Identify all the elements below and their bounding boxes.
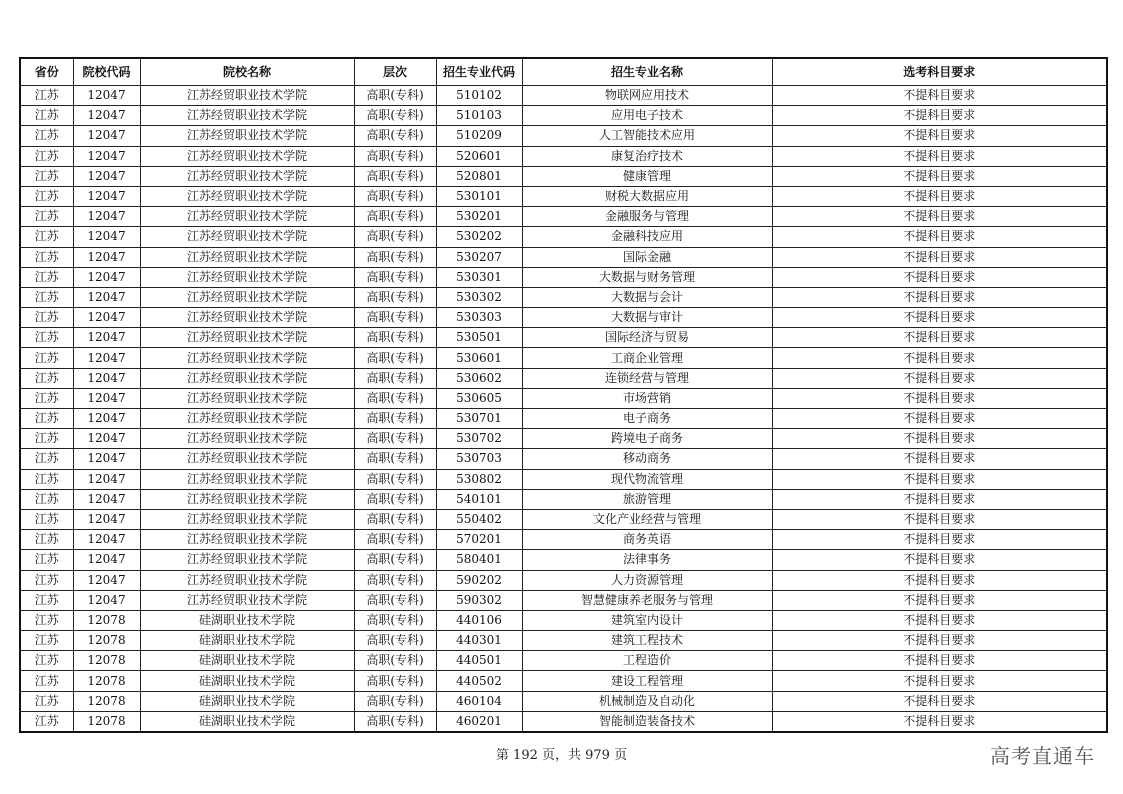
cell-subject-requirement: 不提科目要求	[772, 489, 1107, 509]
table-row	[20, 186, 1107, 206]
cell-major-name: 国际金融	[522, 247, 772, 267]
cell-school-name: 江苏经贸职业技术学院	[140, 570, 354, 590]
cell-major-name: 人力资源管理	[522, 570, 772, 590]
cell-level: 高职(专科)	[354, 509, 436, 529]
table-header-row	[20, 58, 1107, 86]
cell-school-name: 江苏经贸职业技术学院	[140, 267, 354, 287]
cell-level: 高职(专科)	[354, 207, 436, 227]
cell-major-name: 旅游管理	[522, 489, 772, 509]
cell-major-code: 510102	[436, 86, 522, 106]
cell-province: 江苏	[20, 166, 73, 186]
cell-major-code: 530605	[436, 388, 522, 408]
cell-school-name: 江苏经贸职业技术学院	[140, 449, 354, 469]
cell-major-name: 人工智能技术应用	[522, 126, 772, 146]
cell-major-code: 520801	[436, 166, 522, 186]
header-subject-requirement: 选考科目要求	[772, 58, 1107, 86]
cell-major-name: 国际经济与贸易	[522, 328, 772, 348]
cell-subject-requirement: 不提科目要求	[772, 449, 1107, 469]
cell-major-code: 440501	[436, 651, 522, 671]
cell-subject-requirement: 不提科目要求	[772, 166, 1107, 186]
cell-level: 高职(专科)	[354, 610, 436, 630]
cell-level: 高职(专科)	[354, 671, 436, 691]
table-row	[20, 388, 1107, 408]
table-row	[20, 469, 1107, 489]
cell-school-code: 12047	[73, 429, 140, 449]
cell-province: 江苏	[20, 409, 73, 429]
cell-major-code: 530302	[436, 287, 522, 307]
header-school-code: 院校代码	[73, 58, 140, 86]
cell-major-name: 法律事务	[522, 550, 772, 570]
cell-school-code: 12047	[73, 530, 140, 550]
cell-province: 江苏	[20, 671, 73, 691]
cell-province: 江苏	[20, 388, 73, 408]
cell-school-code: 12047	[73, 106, 140, 126]
table-row	[20, 287, 1107, 307]
cell-level: 高职(专科)	[354, 287, 436, 307]
table-row	[20, 671, 1107, 691]
cell-level: 高职(专科)	[354, 166, 436, 186]
cell-school-code: 12078	[73, 711, 140, 732]
cell-major-name: 文化产业经营与管理	[522, 509, 772, 529]
cell-province: 江苏	[20, 328, 73, 348]
cell-province: 江苏	[20, 651, 73, 671]
cell-level: 高职(专科)	[354, 550, 436, 570]
table-row	[20, 590, 1107, 610]
cell-major-name: 工程造价	[522, 651, 772, 671]
cell-subject-requirement: 不提科目要求	[772, 126, 1107, 146]
table-row	[20, 207, 1107, 227]
cell-school-code: 12047	[73, 207, 140, 227]
cell-school-name: 江苏经贸职业技术学院	[140, 106, 354, 126]
cell-school-name: 硅湖职业技术学院	[140, 711, 354, 732]
cell-school-name: 江苏经贸职业技术学院	[140, 287, 354, 307]
cell-province: 江苏	[20, 590, 73, 610]
cell-school-code: 12078	[73, 610, 140, 630]
cell-major-code: 510209	[436, 126, 522, 146]
cell-province: 江苏	[20, 631, 73, 651]
cell-school-code: 12078	[73, 651, 140, 671]
cell-school-name: 江苏经贸职业技术学院	[140, 207, 354, 227]
cell-school-name: 江苏经贸职业技术学院	[140, 388, 354, 408]
table-row	[20, 449, 1107, 469]
table-row	[20, 328, 1107, 348]
cell-level: 高职(专科)	[354, 247, 436, 267]
cell-level: 高职(专科)	[354, 186, 436, 206]
cell-major-code: 540101	[436, 489, 522, 509]
cell-province: 江苏	[20, 691, 73, 711]
cell-school-code: 12078	[73, 671, 140, 691]
cell-major-name: 建筑工程技术	[522, 631, 772, 651]
admissions-table	[19, 57, 1108, 733]
cell-major-name: 大数据与会计	[522, 287, 772, 307]
table-row	[20, 651, 1107, 671]
cell-subject-requirement: 不提科目要求	[772, 287, 1107, 307]
cell-school-name: 江苏经贸职业技术学院	[140, 328, 354, 348]
cell-subject-requirement: 不提科目要求	[772, 530, 1107, 550]
cell-school-name: 江苏经贸职业技术学院	[140, 348, 354, 368]
cell-school-code: 12047	[73, 550, 140, 570]
cell-major-name: 移动商务	[522, 449, 772, 469]
cell-major-code: 530303	[436, 308, 522, 328]
cell-school-code: 12047	[73, 348, 140, 368]
cell-major-name: 商务英语	[522, 530, 772, 550]
admissions-sheet	[19, 57, 1106, 733]
cell-major-code: 530501	[436, 328, 522, 348]
table-row	[20, 368, 1107, 388]
cell-major-name: 机械制造及自动化	[522, 691, 772, 711]
cell-province: 江苏	[20, 489, 73, 509]
cell-subject-requirement: 不提科目要求	[772, 550, 1107, 570]
cell-major-name: 智能制造装备技术	[522, 711, 772, 732]
cell-subject-requirement: 不提科目要求	[772, 469, 1107, 489]
cell-subject-requirement: 不提科目要求	[772, 691, 1107, 711]
cell-major-code: 530703	[436, 449, 522, 469]
cell-school-code: 12047	[73, 186, 140, 206]
cell-level: 高职(专科)	[354, 489, 436, 509]
table-row	[20, 126, 1107, 146]
cell-level: 高职(专科)	[354, 106, 436, 126]
cell-school-name: 江苏经贸职业技术学院	[140, 126, 354, 146]
table-row	[20, 509, 1107, 529]
cell-school-name: 江苏经贸职业技术学院	[140, 489, 354, 509]
cell-level: 高职(专科)	[354, 651, 436, 671]
cell-major-name: 建设工程管理	[522, 671, 772, 691]
cell-school-code: 12078	[73, 691, 140, 711]
cell-school-code: 12047	[73, 489, 140, 509]
cell-province: 江苏	[20, 509, 73, 529]
cell-province: 江苏	[20, 449, 73, 469]
cell-level: 高职(专科)	[354, 388, 436, 408]
cell-school-name: 硅湖职业技术学院	[140, 671, 354, 691]
cell-major-code: 530301	[436, 267, 522, 287]
cell-school-code: 12047	[73, 126, 140, 146]
cell-school-code: 12047	[73, 166, 140, 186]
cell-major-name: 跨境电子商务	[522, 429, 772, 449]
cell-school-code: 12047	[73, 247, 140, 267]
cell-province: 江苏	[20, 227, 73, 247]
cell-major-code: 530201	[436, 207, 522, 227]
cell-major-name: 金融科技应用	[522, 227, 772, 247]
cell-major-code: 530101	[436, 186, 522, 206]
page-number: 第 192 页，共 979 页	[495, 748, 628, 763]
table-row	[20, 429, 1107, 449]
cell-major-name: 工商企业管理	[522, 348, 772, 368]
cell-subject-requirement: 不提科目要求	[772, 348, 1107, 368]
cell-school-name: 江苏经贸职业技术学院	[140, 166, 354, 186]
cell-major-name: 金融服务与管理	[522, 207, 772, 227]
header-school-name: 院校名称	[140, 58, 354, 86]
cell-province: 江苏	[20, 86, 73, 106]
cell-province: 江苏	[20, 267, 73, 287]
cell-province: 江苏	[20, 348, 73, 368]
table-body	[20, 86, 1107, 733]
cell-subject-requirement: 不提科目要求	[772, 610, 1107, 630]
cell-major-code: 530601	[436, 348, 522, 368]
cell-province: 江苏	[20, 126, 73, 146]
cell-major-name: 康复治疗技术	[522, 146, 772, 166]
cell-province: 江苏	[20, 610, 73, 630]
cell-level: 高职(专科)	[354, 267, 436, 287]
cell-level: 高职(专科)	[354, 328, 436, 348]
cell-subject-requirement: 不提科目要求	[772, 509, 1107, 529]
cell-school-code: 12047	[73, 267, 140, 287]
cell-subject-requirement: 不提科目要求	[772, 671, 1107, 691]
table-row	[20, 530, 1107, 550]
cell-subject-requirement: 不提科目要求	[772, 186, 1107, 206]
cell-school-name: 硅湖职业技术学院	[140, 691, 354, 711]
cell-level: 高职(专科)	[354, 409, 436, 429]
cell-level: 高职(专科)	[354, 126, 436, 146]
cell-subject-requirement: 不提科目要求	[772, 227, 1107, 247]
cell-level: 高职(专科)	[354, 469, 436, 489]
cell-school-name: 江苏经贸职业技术学院	[140, 530, 354, 550]
table-row	[20, 409, 1107, 429]
cell-major-code: 460104	[436, 691, 522, 711]
cell-school-name: 硅湖职业技术学院	[140, 651, 354, 671]
cell-school-code: 12047	[73, 469, 140, 489]
cell-level: 高职(专科)	[354, 631, 436, 651]
cell-school-name: 江苏经贸职业技术学院	[140, 429, 354, 449]
cell-school-code: 12047	[73, 308, 140, 328]
table-row	[20, 86, 1107, 106]
cell-subject-requirement: 不提科目要求	[772, 308, 1107, 328]
cell-school-code: 12047	[73, 146, 140, 166]
table-row	[20, 691, 1107, 711]
cell-province: 江苏	[20, 429, 73, 449]
cell-major-code: 440301	[436, 631, 522, 651]
cell-major-name: 连锁经营与管理	[522, 368, 772, 388]
cell-major-code: 590202	[436, 570, 522, 590]
cell-school-code: 12047	[73, 368, 140, 388]
cell-school-code: 12047	[73, 409, 140, 429]
cell-school-code: 12047	[73, 570, 140, 590]
cell-school-name: 江苏经贸职业技术学院	[140, 146, 354, 166]
cell-level: 高职(专科)	[354, 570, 436, 590]
cell-school-name: 硅湖职业技术学院	[140, 610, 354, 630]
cell-province: 江苏	[20, 711, 73, 732]
cell-subject-requirement: 不提科目要求	[772, 651, 1107, 671]
cell-major-code: 530802	[436, 469, 522, 489]
table-row	[20, 570, 1107, 590]
cell-province: 江苏	[20, 287, 73, 307]
cell-major-code: 530207	[436, 247, 522, 267]
cell-major-code: 520601	[436, 146, 522, 166]
table-row	[20, 631, 1107, 651]
cell-level: 高职(专科)	[354, 530, 436, 550]
cell-level: 高职(专科)	[354, 691, 436, 711]
cell-level: 高职(专科)	[354, 86, 436, 106]
cell-major-code: 440502	[436, 671, 522, 691]
cell-province: 江苏	[20, 550, 73, 570]
cell-school-code: 12047	[73, 590, 140, 610]
cell-subject-requirement: 不提科目要求	[772, 409, 1107, 429]
cell-school-name: 江苏经贸职业技术学院	[140, 469, 354, 489]
cell-major-code: 590302	[436, 590, 522, 610]
cell-province: 江苏	[20, 368, 73, 388]
cell-subject-requirement: 不提科目要求	[772, 631, 1107, 651]
cell-major-code: 580401	[436, 550, 522, 570]
table-row	[20, 610, 1107, 630]
table-row	[20, 146, 1107, 166]
header-level: 层次	[354, 58, 436, 86]
cell-major-code: 530701	[436, 409, 522, 429]
cell-province: 江苏	[20, 570, 73, 590]
cell-school-code: 12047	[73, 388, 140, 408]
cell-school-name: 江苏经贸职业技术学院	[140, 186, 354, 206]
cell-subject-requirement: 不提科目要求	[772, 570, 1107, 590]
cell-level: 高职(专科)	[354, 449, 436, 469]
cell-province: 江苏	[20, 530, 73, 550]
cell-province: 江苏	[20, 106, 73, 126]
table-row	[20, 550, 1107, 570]
cell-major-code: 530602	[436, 368, 522, 388]
cell-school-code: 12047	[73, 86, 140, 106]
header-major-name: 招生专业名称	[522, 58, 772, 86]
cell-major-name: 物联网应用技术	[522, 86, 772, 106]
cell-level: 高职(专科)	[354, 711, 436, 732]
cell-school-name: 江苏经贸职业技术学院	[140, 308, 354, 328]
cell-subject-requirement: 不提科目要求	[772, 368, 1107, 388]
header-province: 省份	[20, 58, 73, 86]
table-row	[20, 711, 1107, 732]
cell-school-name: 江苏经贸职业技术学院	[140, 86, 354, 106]
cell-subject-requirement: 不提科目要求	[772, 106, 1107, 126]
cell-school-name: 江苏经贸职业技术学院	[140, 247, 354, 267]
header-major-code: 招生专业代码	[436, 58, 522, 86]
table-row	[20, 106, 1107, 126]
cell-major-name: 电子商务	[522, 409, 772, 429]
cell-major-code: 460201	[436, 711, 522, 732]
cell-major-name: 建筑室内设计	[522, 610, 772, 630]
cell-major-code: 440106	[436, 610, 522, 630]
cell-subject-requirement: 不提科目要求	[772, 328, 1107, 348]
table-row	[20, 166, 1107, 186]
cell-school-name: 江苏经贸职业技术学院	[140, 368, 354, 388]
cell-province: 江苏	[20, 186, 73, 206]
cell-school-name: 江苏经贸职业技术学院	[140, 590, 354, 610]
cell-level: 高职(专科)	[354, 368, 436, 388]
watermark-logo-text: 高考直通车	[990, 744, 1095, 768]
cell-level: 高职(专科)	[354, 348, 436, 368]
cell-major-name: 健康管理	[522, 166, 772, 186]
table-row	[20, 227, 1107, 247]
table-row	[20, 489, 1107, 509]
cell-major-name: 大数据与审计	[522, 308, 772, 328]
cell-province: 江苏	[20, 207, 73, 227]
cell-major-name: 大数据与财务管理	[522, 267, 772, 287]
cell-subject-requirement: 不提科目要求	[772, 711, 1107, 732]
cell-level: 高职(专科)	[354, 146, 436, 166]
cell-major-name: 市场营销	[522, 388, 772, 408]
cell-school-code: 12078	[73, 631, 140, 651]
cell-major-code: 550402	[436, 509, 522, 529]
cell-province: 江苏	[20, 469, 73, 489]
cell-major-name: 财税大数据应用	[522, 186, 772, 206]
cell-school-name: 江苏经贸职业技术学院	[140, 409, 354, 429]
cell-major-code: 510103	[436, 106, 522, 126]
cell-level: 高职(专科)	[354, 227, 436, 247]
table-row	[20, 247, 1107, 267]
cell-school-name: 江苏经贸职业技术学院	[140, 509, 354, 529]
cell-major-code: 530702	[436, 429, 522, 449]
cell-level: 高职(专科)	[354, 590, 436, 610]
cell-subject-requirement: 不提科目要求	[772, 207, 1107, 227]
cell-major-code: 570201	[436, 530, 522, 550]
cell-subject-requirement: 不提科目要求	[772, 590, 1107, 610]
cell-school-code: 12047	[73, 328, 140, 348]
cell-school-name: 江苏经贸职业技术学院	[140, 550, 354, 570]
cell-subject-requirement: 不提科目要求	[772, 388, 1107, 408]
cell-subject-requirement: 不提科目要求	[772, 146, 1107, 166]
cell-level: 高职(专科)	[354, 429, 436, 449]
cell-subject-requirement: 不提科目要求	[772, 86, 1107, 106]
table-row	[20, 308, 1107, 328]
cell-major-code: 530202	[436, 227, 522, 247]
table-row	[20, 348, 1107, 368]
cell-school-name: 江苏经贸职业技术学院	[140, 227, 354, 247]
cell-province: 江苏	[20, 146, 73, 166]
cell-province: 江苏	[20, 247, 73, 267]
cell-school-name: 硅湖职业技术学院	[140, 631, 354, 651]
cell-subject-requirement: 不提科目要求	[772, 247, 1107, 267]
cell-subject-requirement: 不提科目要求	[772, 267, 1107, 287]
cell-school-code: 12047	[73, 287, 140, 307]
table-row	[20, 267, 1107, 287]
cell-major-name: 智慧健康养老服务与管理	[522, 590, 772, 610]
cell-school-code: 12047	[73, 227, 140, 247]
cell-major-name: 现代物流管理	[522, 469, 772, 489]
cell-level: 高职(专科)	[354, 308, 436, 328]
cell-school-code: 12047	[73, 509, 140, 529]
cell-school-code: 12047	[73, 449, 140, 469]
cell-subject-requirement: 不提科目要求	[772, 429, 1107, 449]
cell-province: 江苏	[20, 308, 73, 328]
cell-major-name: 应用电子技术	[522, 106, 772, 126]
